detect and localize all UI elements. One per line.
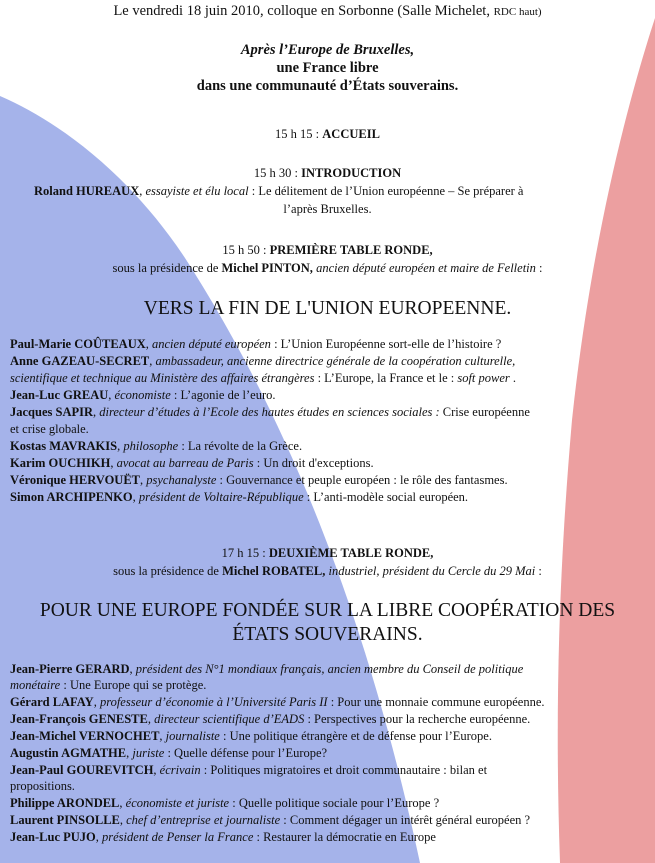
chair-role: ancien député européen et maire de Felletin — [312, 261, 536, 275]
talk-title: : La révolte de la Grèce. — [178, 439, 303, 453]
table1-time: 15 h 50 : — [222, 243, 270, 257]
speaker-line: Jean-François GENESTE, directeur scientifique d’EADS : Perspectives pour la recherche européenne. — [10, 712, 531, 726]
title-line-1: Après l’Europe de Bruxelles, — [240, 42, 415, 58]
talk-title: : Quelle défense pour l’Europe? — [164, 746, 328, 760]
title-line-3: dans une communauté d’États souverains. — [196, 78, 459, 94]
speaker-role: essayiste et élu local — [145, 184, 249, 198]
speaker-line: Paul-Marie COÛTEAUX, ancien député européen : L’Union Européenne sort-elle de l’histoire ? — [10, 337, 502, 351]
table2-label: DEUXIÈME TABLE RONDE, — [268, 546, 434, 560]
speaker-name: Roland HUREAUX — [34, 184, 140, 198]
speaker-role: psychanalyste — [146, 473, 217, 487]
speaker-line-continued — [10, 678, 206, 693]
introduction-label: INTRODUCTION — [301, 166, 402, 180]
chair-role: industriel, président du Cercle du 29 Mai — [325, 564, 536, 578]
speaker-line: Gérard LAFAY, professeur d’économie à l’Université Paris II : Pour une monnaie commune européenne. — [10, 695, 545, 709]
speaker-role: directeur scientifique d’EADS — [154, 712, 305, 726]
speaker-line: Jean-Luc GREAU, économiste : L’agonie de l’euro. — [10, 388, 276, 402]
introduction-talk-continued: l’après Bruxelles. — [283, 202, 372, 216]
speaker-name: Kostas MAVRAKIS — [10, 439, 118, 453]
speaker-name: Jacques SAPIR — [10, 405, 93, 419]
speaker-line: Augustin AGMATHE, juriste : Quelle défense pour l’Europe? — [10, 746, 328, 760]
talk-title: : Un droit d'exceptions. — [253, 456, 374, 470]
talk-title: : L’agonie de l’euro. — [170, 388, 276, 402]
speaker-name: Jean-Paul GOUREVITCH — [10, 763, 154, 777]
speaker-role: économiste et juriste — [125, 796, 230, 810]
table2-title-line-1: POUR UNE EUROPE FONDÉE SUR LA LIBRE COOPÉRATION DES — [39, 600, 616, 621]
speaker-line: Jacques SAPIR, directeur d’études à l’Ecole des hautes études en sciences sociales : Crise européenne — [10, 405, 530, 419]
room-text: RDC haut) — [493, 6, 542, 18]
talk-title-end: . — [509, 371, 517, 385]
talk-title: : Pour une monnaie commune européenne. — [327, 695, 545, 709]
introduction-heading — [0, 166, 655, 181]
speaker-line: Karim OUCHIKH, avocat au barreau de Paris : Un droit d'exceptions. — [10, 456, 374, 470]
table1-title: VERS LA FIN DE L'UNION EUROPEENNE. — [143, 298, 512, 319]
talk-title: : Restaurer la démocratie en Europe — [253, 830, 436, 844]
accueil-line — [0, 127, 655, 142]
speaker-name: Augustin AGMATHE — [10, 746, 127, 760]
speaker-role: président des N°1 mondiaux français, ancien membre du Conseil de politique — [135, 662, 524, 676]
speaker-line: Simon ARCHIPENKO, président de Voltaire-République : L’anti-modèle social européen. — [10, 490, 469, 504]
chair-name: Michel PINTON, — [221, 261, 313, 275]
speaker-name: Jean-Michel VERNOCHET — [10, 729, 160, 743]
chair-suffix: : — [535, 261, 543, 275]
speaker-name: Jean-Pierre GERARD — [10, 662, 130, 676]
talk-title: Crise européenne — [439, 405, 530, 419]
talk-title: : Une Europe qui se protège. — [60, 678, 207, 692]
speaker-name: Jean-Luc GREAU — [10, 388, 109, 402]
accueil-time: 15 h 15 : — [275, 127, 323, 141]
speaker-role: monétaire — [10, 678, 61, 692]
speaker-name: Philippe ARONDEL — [10, 796, 120, 810]
speaker-line: Jean-Pierre GERARD, président des N°1 mondiaux français, ancien membre du Conseil de politique — [10, 662, 524, 676]
speaker-role: économiste — [114, 388, 171, 402]
speaker-name: Gérard LAFAY — [10, 695, 94, 709]
table2-chair — [0, 564, 655, 579]
talk-title: : Quelle politique sociale pour l’Europe ? — [229, 796, 440, 810]
speaker-line: Laurent PINSOLLE, chef d’entreprise et journaliste : Comment dégager un intérêt général européen ? — [10, 813, 531, 827]
speaker-role: directeur d’études à l’Ecole des hautes études en sciences sociales : — [99, 405, 440, 419]
speaker-role: avocat au barreau de Paris — [116, 456, 254, 470]
speaker-role: philosophe — [123, 439, 179, 453]
speaker-role: scientifique et technique au Ministère des affaires étrangères — [10, 371, 315, 385]
date-line — [0, 4, 655, 20]
table1-label: PREMIÈRE TABLE RONDE, — [269, 243, 433, 257]
speaker-role: ancien député européen — [152, 337, 271, 351]
talk-title: : L’Europe, la France et le : — [314, 371, 458, 385]
speaker-name: Jean-Luc PUJO — [10, 830, 96, 844]
introduction-time: 15 h 30 : — [253, 166, 302, 180]
table2-title-line-2: ÉTATS SOUVERAINS. — [232, 624, 423, 645]
speaker-name: Simon ARCHIPENKO — [10, 490, 133, 504]
talk-title: : Comment dégager un intérêt général européen ? — [280, 813, 531, 827]
table2-time: 17 h 15 : — [221, 546, 269, 560]
speaker-line: Philippe ARONDEL, économiste et juriste : Quelle politique sociale pour l’Europe ? — [10, 796, 440, 810]
table2-heading — [0, 546, 655, 561]
speaker-role: président de Penser la France — [102, 830, 254, 844]
speaker-name: Anne GAZEAU-SECRET — [10, 354, 150, 368]
title-line-2: une France libre — [276, 60, 379, 76]
talk-title: : Gouvernance et peuple européen : le rôle des fantasmes. — [216, 473, 508, 487]
speaker-name: Jean-François GENESTE — [10, 712, 148, 726]
talk-title: : Le délitement de l’Union européenne – Se préparer à — [248, 184, 524, 198]
speaker-role: chef d’entreprise et journaliste — [126, 813, 281, 827]
speaker-name: Karim OUCHIKH — [10, 456, 111, 470]
speaker-name: Laurent PINSOLLE — [10, 813, 120, 827]
accueil-label: ACCUEIL — [322, 127, 380, 141]
speaker-line-continued: propositions. — [10, 779, 75, 793]
chair-suffix: : — [535, 564, 542, 578]
speaker-role: journaliste — [165, 729, 220, 743]
speaker-role: écrivain — [159, 763, 201, 777]
talk-title: : Perspectives pour la recherche européenne. — [304, 712, 531, 726]
talk-title: : Une politique étrangère et de défense pour l’Europe. — [219, 729, 492, 743]
talk-title: : L’Union Européenne sort-elle de l’histoire ? — [270, 337, 502, 351]
speaker-role: ambassadeur, ancienne directrice générale de la coopération culturelle, — [155, 354, 516, 368]
speaker-line-continued — [10, 371, 516, 386]
talk-title-italic: soft power — [457, 371, 510, 385]
speaker-name: Paul-Marie COÛTEAUX — [10, 337, 146, 351]
chair-prefix: sous la présidence de — [113, 564, 223, 578]
table1-chair — [0, 261, 655, 276]
talk-title: : L’anti-modèle social européen. — [303, 490, 469, 504]
speaker-name: Véronique HERVOUËT — [10, 473, 140, 487]
speaker-line: Jean-Luc PUJO, président de Penser la France : Restaurer la démocratie en Europe — [10, 830, 436, 844]
table1-heading — [0, 243, 655, 258]
speaker-role: professeur d’économie à l’Université Paris II — [99, 695, 328, 709]
speaker-line: Jean-Michel VERNOCHET, journaliste : Une politique étrangère et de défense pour l’Europe. — [10, 729, 492, 743]
speaker-line-continued: et crise globale. — [10, 422, 89, 436]
speaker-line: Kostas MAVRAKIS, philosophe : La révolte de la Grèce. — [10, 439, 303, 453]
speaker-line: Jean-Paul GOUREVITCH, écrivain : Politiques migratoires et droit communautaire : bilan et — [10, 763, 488, 777]
talk-title: : Politiques migratoires et droit communautaire : bilan et — [200, 763, 488, 777]
speaker-line: Véronique HERVOUËT, psychanalyste : Gouvernance et peuple européen : le rôle des fantasmes. — [10, 473, 508, 487]
chair-name: Michel ROBATEL, — [222, 564, 326, 578]
introduction-speaker-line: Roland HUREAUX, essayiste et élu local : Le délitement de l’Union européenne – Se préparer à — [34, 184, 524, 198]
chair-prefix: sous la présidence de — [112, 261, 222, 275]
speaker-role: juriste — [132, 746, 165, 760]
date-text: Le vendredi 18 juin 2010, colloque en Sorbonne (Salle Michelet, — [113, 3, 494, 19]
speaker-role: président de Voltaire-République — [138, 490, 304, 504]
speaker-line: Anne GAZEAU-SECRET, ambassadeur, ancienne directrice générale de la coopération culturelle, — [10, 354, 516, 368]
